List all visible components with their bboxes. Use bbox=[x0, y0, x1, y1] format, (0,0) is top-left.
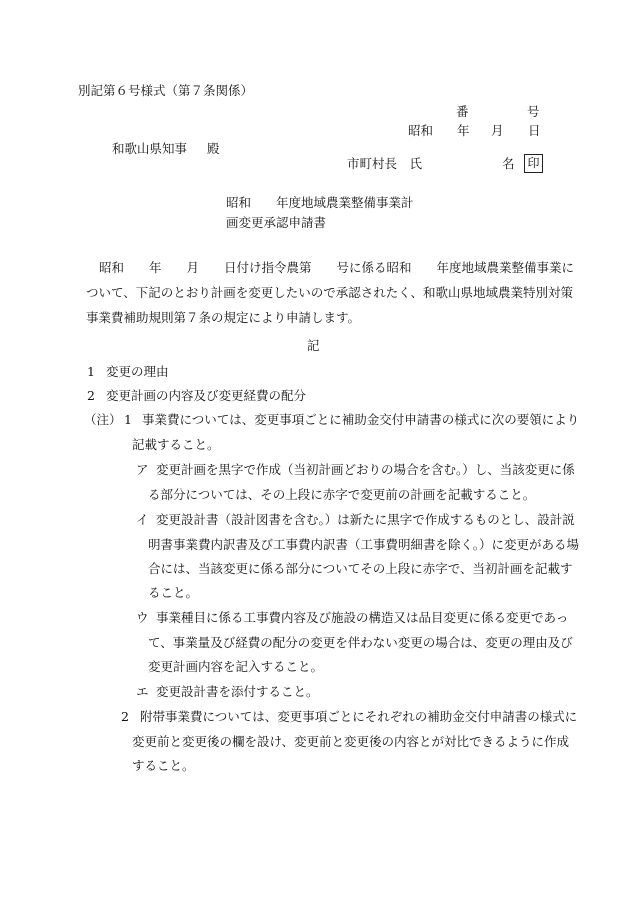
title-line-1: 昭和 年度地域農業整備事業計 bbox=[226, 195, 414, 210]
note-1-line-2: 記載すること。 bbox=[132, 437, 220, 452]
date-day: 日 bbox=[528, 123, 541, 138]
note-a-line-1: 変更計画を黒字で作成（当初計画どおりの場合を含む。）し、当該変更に係 bbox=[156, 462, 575, 477]
applicant-position: 市町村長 氏 bbox=[347, 156, 423, 171]
note-e-mark: エ bbox=[136, 684, 149, 699]
note-i-line-1: 変更設計書（設計図書を含む。）は新たに黒字で作成するものとし、設計説 bbox=[156, 512, 575, 527]
note-e-text: 変更設計書を添付すること。 bbox=[156, 684, 319, 699]
ki-heading: 記 bbox=[307, 338, 320, 353]
item-2-number: 2 bbox=[87, 388, 95, 403]
body-line-1: 昭和 年 月 日付け指令農第 号に係る昭和 年度地域農業整備事業に bbox=[99, 260, 575, 275]
note-i-mark: イ bbox=[136, 512, 149, 527]
date-month: 月 bbox=[491, 123, 504, 138]
applicant-name-suffix: 名 bbox=[502, 156, 515, 171]
note-u-mark: ウ bbox=[136, 610, 149, 625]
note-u-line-2: て、事業量及び経費の配分の変更を伴わない変更の場合は、変更の理由及び bbox=[148, 635, 573, 650]
body-line-2: ついて、下記のとおり計画を変更したいので承認されたく、和歌山県地域農業特別対策 bbox=[86, 285, 574, 300]
item-1-number: 1 bbox=[87, 364, 95, 379]
notes-label: （注） bbox=[84, 412, 122, 427]
note-2-number: 2 bbox=[121, 709, 129, 724]
seal-stamp: 印 bbox=[524, 154, 543, 173]
addressee-honorific: 殿 bbox=[207, 141, 220, 156]
date-era: 昭和 bbox=[408, 123, 434, 138]
addressee-title: 和歌山県知事 bbox=[112, 141, 188, 156]
body-line-3: 事業費補助規則第７条の規定により申請します。 bbox=[86, 310, 361, 325]
note-1-number: 1 bbox=[124, 412, 132, 427]
number-ban: 番 bbox=[456, 104, 469, 119]
note-i-line-3: 合には、当該変更に係る部分についてその上段に赤字で、当初計画を記載す bbox=[148, 561, 573, 576]
note-2-line-2: 変更前と変更後の欄を設け、変更前と変更後の内容とが対比できるように作成 bbox=[132, 734, 570, 749]
item-2-text: 変更計画の内容及び変更経費の配分 bbox=[106, 388, 307, 403]
note-2-line-1: 附帯事業費については、変更事項ごとにそれぞれの補助金交付申請書の様式に bbox=[140, 709, 578, 724]
date-year: 年 bbox=[457, 123, 470, 138]
note-1-line-1: 事業費については、変更事項ごとに補助金交付申請書の様式に次の要領により bbox=[142, 412, 580, 427]
note-u-line-3: 変更計画内容を記入すること。 bbox=[148, 659, 324, 674]
note-i-line-2: 明書事業費内訳書及び工事費内訳書（工事費明細書を除く。）に変更がある場 bbox=[148, 537, 580, 552]
note-i-line-4: ること。 bbox=[148, 585, 199, 600]
note-a-mark: ア bbox=[136, 462, 149, 477]
item-1-text: 変更の理由 bbox=[106, 364, 169, 379]
title-line-2: 画変更承認申請書 bbox=[226, 215, 327, 230]
number-go: 号 bbox=[527, 104, 540, 119]
note-u-line-1: 事業種目に係る工事費内容及び施設の構造又は品目変更に係る変更であっ bbox=[156, 610, 569, 625]
form-label: 別記第６号様式（第７条関係） bbox=[78, 83, 254, 98]
note-2-line-3: すること。 bbox=[132, 758, 195, 773]
note-a-line-2: る部分については、その上段に赤字で変更前の計画を記載すること。 bbox=[148, 487, 536, 502]
